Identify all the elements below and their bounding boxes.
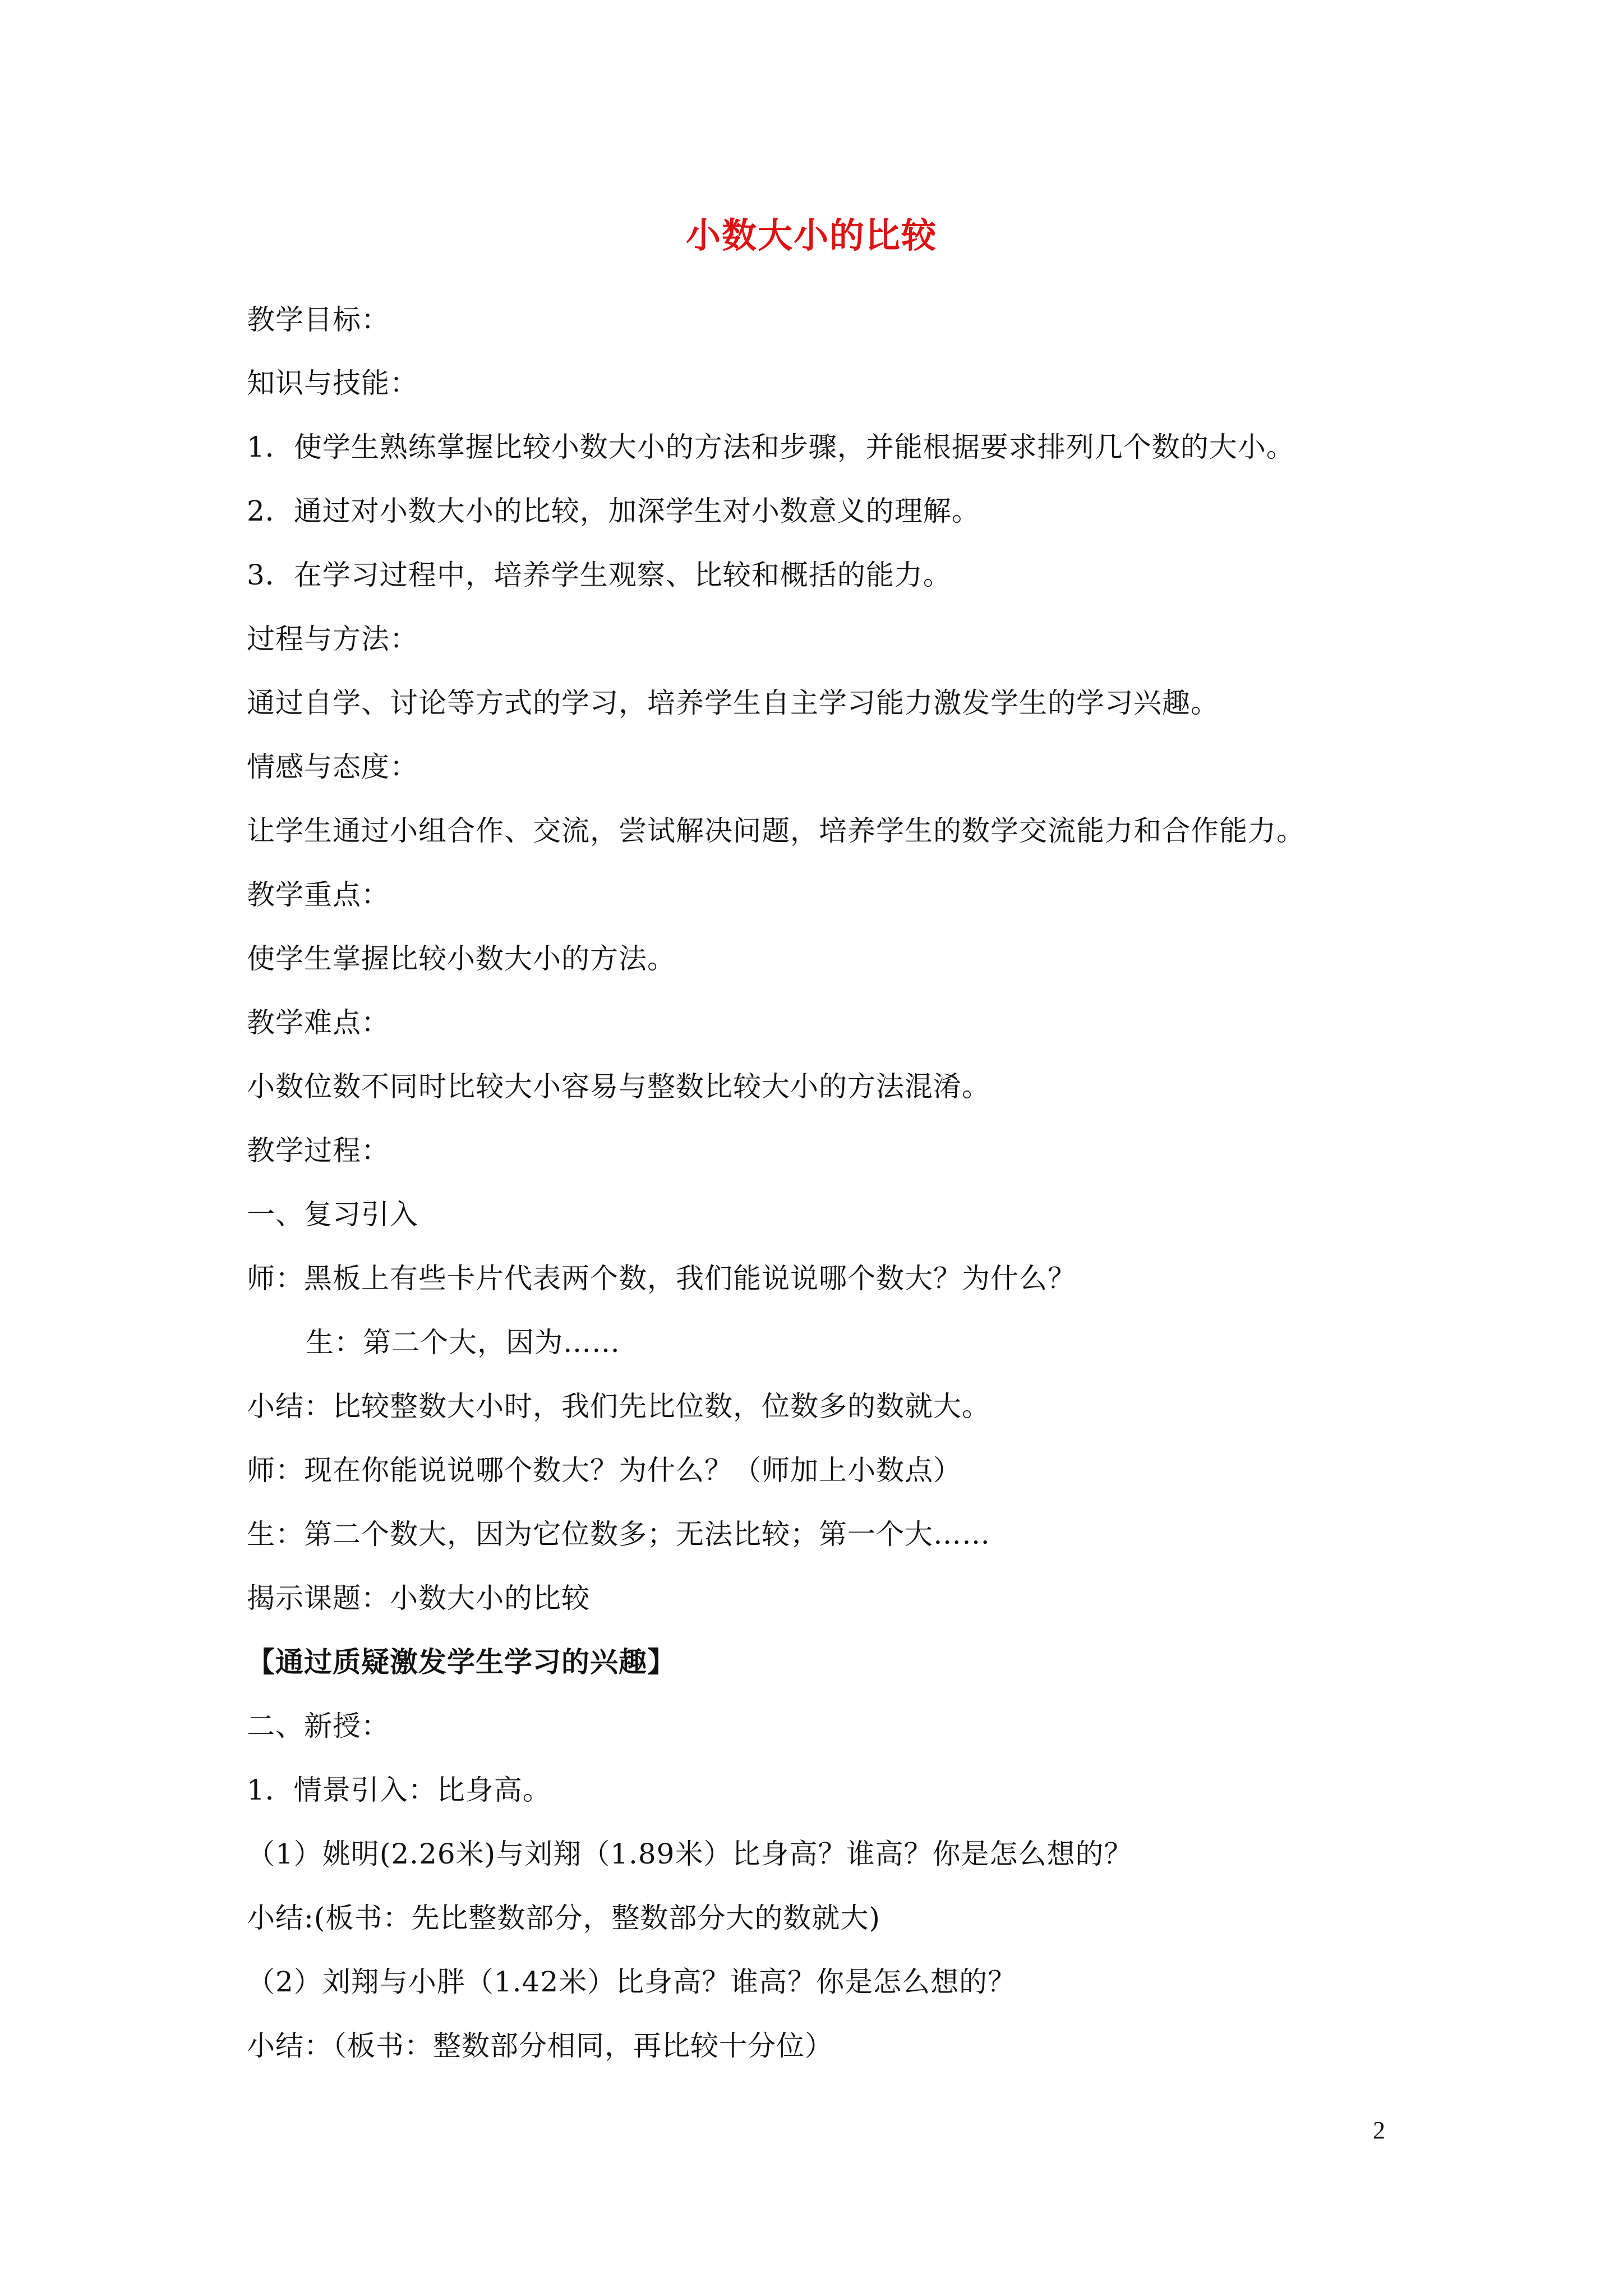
summary-2: 小结:(板书：先比整数部分，整数部分大的数就大) [247, 1902, 880, 1934]
note-interest: 【通过质疑激发学生学习的兴趣】 [247, 1645, 676, 1678]
paragraph-emotion-attitude: 让学生通过小组合作、交流，尝试解决问题，培养学生的数学交流能力和合作能力。 [247, 815, 1305, 847]
heading-teaching-process: 教学过程： [247, 1134, 390, 1167]
goal-item-2: 2．通过对小数大小的比较，加深学生对小数意义的理解。 [247, 495, 980, 527]
heading-key-point: 教学重点： [247, 878, 390, 911]
heading-teaching-goals: 教学目标： [247, 303, 390, 336]
teacher-question-2: 师：现在你能说说哪个数大？为什么？（师加上小数点） [247, 1454, 962, 1487]
question-1: （1）姚明(2.26米)与刘翔（1.89米）比身高？谁高？你是怎么想的？ [247, 1838, 1133, 1870]
summary-3: 小结：（板书：整数部分相同，再比较十分位） [247, 2030, 833, 2062]
heading-knowledge-skills: 知识与技能： [247, 367, 418, 399]
teacher-question-1: 师：黑板上有些卡片代表两个数，我们能说说哪个数大？为什么？ [247, 1262, 1076, 1295]
heading-difficulty: 教学难点： [247, 1006, 390, 1039]
paragraph-key-point: 使学生掌握比较小数大小的方法。 [247, 942, 676, 975]
scenario-intro: 1．情景引入：比身高。 [247, 1774, 551, 1806]
document-title: 小数大小的比较 [685, 215, 937, 256]
section-review-intro: 一、复习引入 [247, 1198, 418, 1231]
student-answer-2: 生：第二个数大，因为它位数多；无法比较；第一个大…… [247, 1518, 990, 1550]
question-2: （2）刘翔与小胖（1.42米）比身高？谁高？你是怎么想的？ [247, 1966, 1017, 1998]
section-new-lesson: 二、新授： [247, 1710, 390, 1742]
page-number: 2 [1373, 2116, 1385, 2144]
paragraph-process-method: 通过自学、讨论等方式的学习，培养学生自主学习能力激发学生的学习兴趣。 [247, 687, 1219, 719]
student-answer-1: 生：第二个大，因为…… [306, 1326, 620, 1359]
reveal-topic: 揭示课题：小数大小的比较 [247, 1582, 590, 1614]
paragraph-difficulty: 小数位数不同时比较大小容易与整数比较大小的方法混淆。 [247, 1070, 990, 1103]
goal-item-1: 1．使学生熟练掌握比较小数大小的方法和步骤，并能根据要求排列几个数的大小。 [247, 431, 1295, 463]
heading-process-method: 过程与方法： [247, 623, 418, 655]
summary-1: 小结：比较整数大小时，我们先比位数，位数多的数就大。 [247, 1390, 990, 1423]
heading-emotion-attitude: 情感与态度： [247, 751, 418, 783]
goal-item-3: 3．在学习过程中，培养学生观察、比较和概括的能力。 [247, 559, 952, 591]
